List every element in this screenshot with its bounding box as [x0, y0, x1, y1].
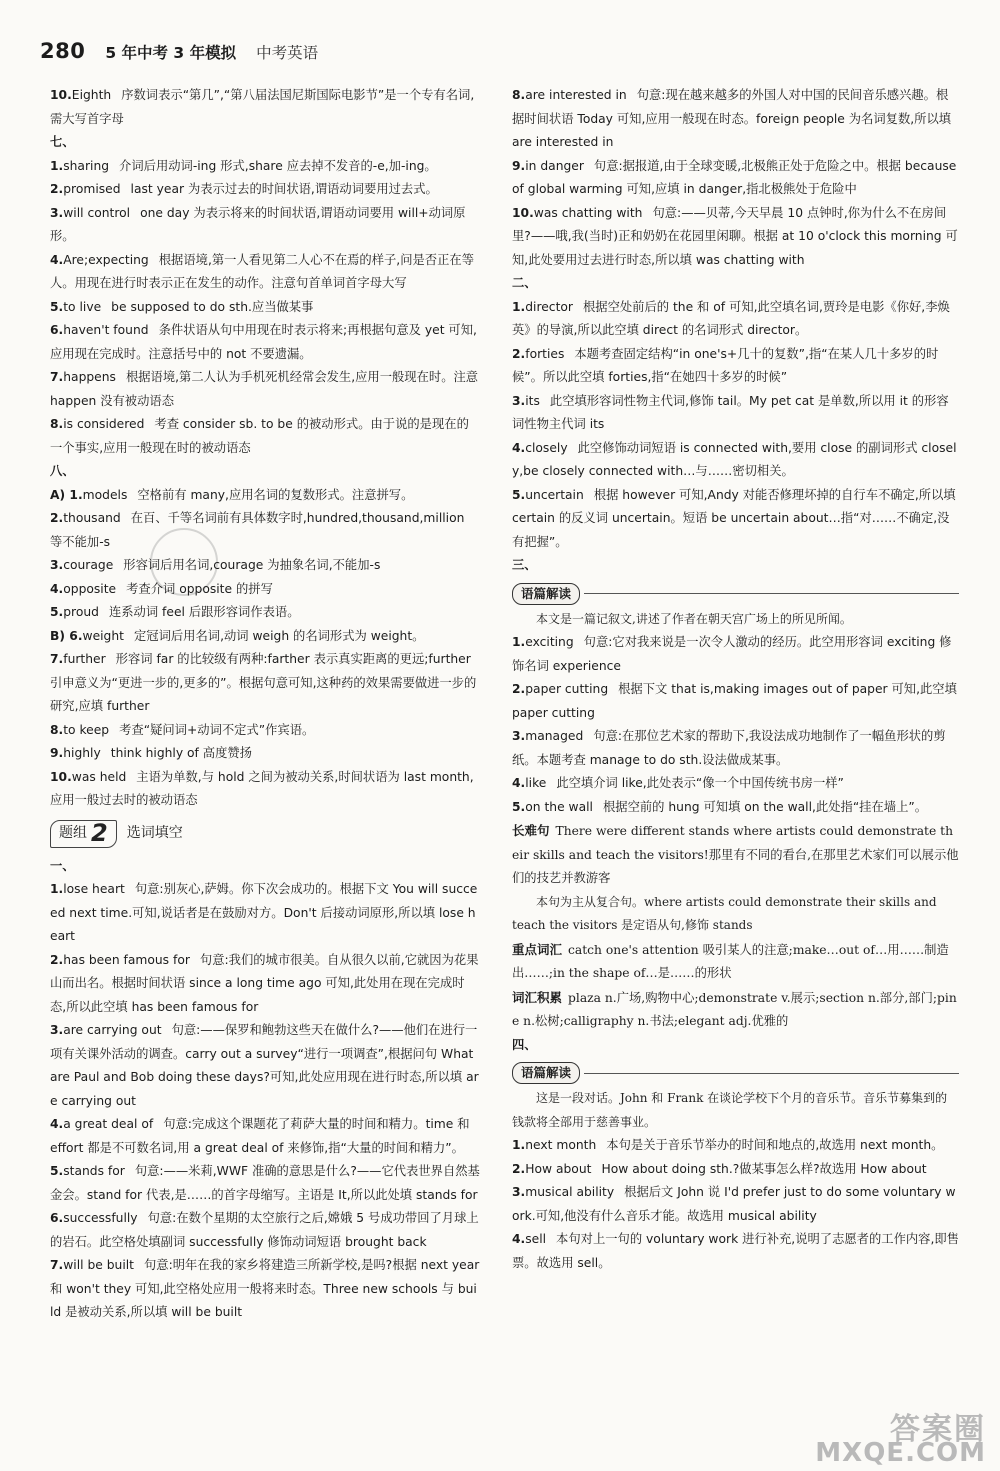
answer-item [50, 319, 480, 366]
answer-explanation: 序数词表示“第几”,“第八届法国尼斯国际电影节”是一个专有名词,需大写首字母 [50, 88, 475, 126]
answer-word: Eighth [71, 88, 112, 102]
note-item [512, 938, 959, 986]
answer-item [50, 1019, 480, 1113]
group-badge-label: 题组 [59, 824, 87, 841]
answer-word: has been famous for [63, 952, 190, 967]
answer-word: next month [525, 1138, 597, 1152]
answer-number: 5. [512, 799, 526, 814]
answer-explanation: 形容词 far 的比较级有两种:farther 表示真实距离的更远;further 引申意义为“更进一步的,更多的”。根据句意可知,这种药的效果需要做进一步的研究,应填 further [50, 652, 477, 713]
answer-word: will control [63, 205, 131, 220]
answer-word: musical ability [525, 1185, 615, 1199]
answer-item [50, 1207, 480, 1254]
answer-number: 4. [512, 776, 526, 790]
answer-explanation: 形容词后用名词,courage 为抽象名词,不能加-s [123, 558, 381, 572]
answer-explanation: How about doing sth.?做某事怎么样?故选用 How about [601, 1161, 927, 1176]
sentence-analysis: 本句为主从复合句。where artists could demonstrate their skills and teach the visitors 是定语从句,修饰 stands [512, 894, 937, 932]
answer-number: 1. [512, 299, 526, 314]
answer-word: successfully [63, 1211, 138, 1225]
answer-word: in danger [525, 158, 584, 173]
answer-explanation: 考查“疑问词+动词不定式”作宾语。 [119, 722, 315, 737]
answer-word: lose heart [63, 882, 125, 896]
answer-explanation: 空格前有 many,应用名词的复数形式。注意拼写。 [137, 487, 414, 502]
answer-item [50, 178, 480, 202]
answer-item [50, 366, 480, 413]
answer-explanation: 连系动词 feel 后跟形容词作表语。 [108, 605, 300, 619]
answer-item [512, 202, 959, 273]
answer-number: 5. [512, 487, 526, 502]
answer-item [512, 1181, 959, 1228]
answer-item [50, 1254, 480, 1325]
answer-explanation: 句意:在数个星期的太空旅行之后,嫦娥 5 号成功带回了月球上的岩石。此空格处填副词 successfully 修饰动词短语 brought back [50, 1211, 479, 1249]
answer-explanation: 句意:据报道,由于全球变暖,北极熊正处于危险之中。根据 because of global warming 可知,应填 in danger,指北极熊处于危险中 [512, 158, 957, 196]
group-badge [50, 820, 117, 848]
answer-number: 2. [50, 182, 64, 196]
answer-number: 4. [50, 252, 64, 267]
answer-item [50, 155, 480, 179]
answer-word: sharing [63, 158, 110, 173]
answer-number: 5. [50, 299, 64, 314]
answer-number: 4. [512, 440, 526, 455]
answer-word: will be built [63, 1258, 134, 1272]
answer-word: further [63, 652, 106, 666]
answer-number: 3. [512, 1185, 526, 1199]
answer-explanation: 根据空前的 hung 可知填 on the wall,此处指“挂在墙上”。 [602, 799, 928, 814]
answer-number: 1. [50, 882, 64, 896]
answer-item [512, 390, 959, 437]
answer-word: forties [525, 346, 565, 361]
page-header [40, 40, 318, 72]
answer-item [50, 249, 480, 296]
answer-item [512, 796, 959, 820]
answer-word: to live [63, 299, 102, 314]
answer-item [512, 725, 959, 772]
answer-number: 7. [50, 1258, 64, 1272]
answer-number: 6. [50, 1211, 64, 1225]
answer-item [50, 507, 480, 554]
answer-word: is considered [63, 417, 145, 431]
answer-item [50, 1160, 480, 1207]
answer-word: are interested in [525, 88, 627, 102]
note-text: catch one's attention 吸引某人的注意;make…out of…用……制造出……;in the shape of…是……的形状 [512, 942, 949, 980]
answer-word: highly [63, 746, 101, 760]
answer-word: courage [63, 558, 114, 572]
watermark-logo: 答案圈 [890, 1412, 986, 1447]
answer-number: 4. [512, 1232, 526, 1246]
note-label: 重点词汇 [512, 941, 563, 957]
right-column [512, 84, 959, 1275]
answer-number: 2. [50, 511, 64, 525]
answer-word: was held [71, 769, 127, 784]
answer-item [50, 484, 480, 508]
section-heading: 八、 [50, 464, 75, 478]
answer-number: A) 1. [50, 487, 83, 502]
answer-explanation: 句意:别灰心,萨姆。你下次会成功的。根据下文 You will succeed next time.可知,说话者是在鼓励对方。Don't 后接动词原形,所以填 lose heart [50, 882, 478, 943]
answer-explanation: 句意:——保罗和鲍勃这些天在做什么?——他们在进行一项有关课外活动的调查。carry out a survey“进行一项调查”,根据问句 What are Paul and Bob doing these days?可知,此处应用现在进行时态,所以填 are carrying out [50, 1023, 479, 1108]
answer-word: exciting [525, 635, 574, 649]
answer-number: 8. [512, 88, 526, 102]
left-column [50, 84, 480, 1325]
answer-item [512, 296, 959, 343]
passage-analysis-tag: 语篇解读 [512, 1062, 580, 1084]
answer-explanation: 根据语境,第二人认为手机死机经常会发生,应用一般现在时。注意 happen 没有被动语态 [50, 370, 479, 408]
answer-item [512, 1228, 959, 1275]
answer-explanation: 主语为单数,与 hold 之间为被动关系,时间状语为 last month,应用一般过去时的被动语态 [50, 769, 474, 807]
answer-explanation: 根据后文 John 说 I'd prefer just to do some voluntary work.可知,他没有什么音乐才能。故选用 musical ability [512, 1185, 956, 1223]
answer-item [50, 766, 480, 813]
answer-explanation: 句意:——米莉,WWF 准确的意思是什么?——它代表世界自然基金会。stand for 代表,是……的首字母缩写。主语是 It,所以此处填 stands for [50, 1164, 480, 1202]
answer-explanation: last year 为表示过去的时间状语,谓语动词要用过去式。 [130, 182, 438, 196]
answer-number: 2. [512, 1161, 526, 1176]
answer-item [512, 484, 959, 555]
answer-number: 6. [50, 323, 64, 337]
answer-explanation: 句意:明年在我的家乡将建造三所新学校,是吗?根据 next year 和 won't they 可知,此空格处应用一般将来时态。Three new schools 与 build 是被动关系,所以填 will be built [50, 1258, 480, 1319]
answer-word: happens [63, 370, 116, 384]
answer-number: 9. [50, 746, 64, 760]
answer-item [512, 437, 959, 484]
note-label: 长难句 [512, 823, 550, 838]
page-number: 280 [40, 39, 86, 63]
answer-word: uncertain [525, 487, 584, 502]
answer-explanation: 此空填形容词性物主代词,修饰 tail。My pet cat 是单数,所以用 it 的形容词性物主代词 its [512, 393, 949, 431]
answer-item [50, 648, 480, 719]
note-item [512, 819, 959, 891]
answer-number: 10. [50, 769, 72, 784]
answer-word: on the wall [525, 799, 593, 814]
answer-number: 8. [50, 417, 64, 431]
answer-explanation: 本句是关于音乐节举办的时间和地点的,故选用 next month。 [606, 1138, 944, 1152]
answer-item [512, 1158, 959, 1182]
answer-explanation: 句意:它对我来说是一次令人激动的经历。此空用形容词 exciting 修饰名词 experience [512, 635, 952, 673]
answer-word: haven't found [63, 323, 149, 337]
book-subject: 中考英语 [256, 44, 319, 62]
answer-number: 3. [50, 558, 64, 572]
answer-explanation: 根据空处前后的 the 和 of 可知,此空填名词,贾玲是电影《你好,李焕英》的导演,所以此空填 direct 的名词形式 director。 [512, 299, 950, 337]
answer-explanation: 本句对上一句的 voluntary work 进行补充,说明了志愿者的工作内容,即售票。故选用 sell。 [512, 1232, 959, 1270]
answer-explanation: think highly of 高度赞扬 [110, 746, 252, 760]
answer-number: 1. [512, 635, 526, 649]
answer-explanation: 在百、千等名词前有具体数字时,hundred,thousand,million 等不能加-s [50, 511, 465, 549]
answer-explanation: 定冠词后用名词,动词 weigh 的名词形式为 weight。 [133, 628, 425, 643]
answer-number: 1. [512, 1138, 526, 1152]
answer-item [50, 202, 480, 249]
answer-number: 10. [50, 88, 72, 102]
answer-item [50, 1113, 480, 1160]
answer-word: like [525, 776, 547, 790]
section-heading: 二、 [512, 276, 537, 290]
answer-item [512, 772, 959, 796]
answer-number: 2. [512, 682, 526, 696]
answer-item [512, 631, 959, 678]
answer-explanation: 根据语境,第一人看见第二人心不在焉的样子,问是否正在等人。用现在进行时表示正在发生的动作。注意句首单词首字母大写 [50, 252, 474, 290]
answer-number: 3. [50, 1023, 64, 1037]
answer-number: B) 6. [50, 628, 83, 643]
answer-explanation: 句意:——贝蒂,今天早晨 10 点钟时,你为什么不在房间里?——哦,我(当时)正和奶奶在花园里闲聊。根据 at 10 o'clock this morning 可知,此处要用过去进行时态,所以填 was chatting with [512, 205, 958, 267]
answer-explanation: 此空填介词 like,此处表示“像一个中国传统书房一样” [556, 776, 844, 790]
answer-explanation: 句意:现在越来越多的外国人对中国的民间音乐感兴趣。根据时间状语 Today 可知,应用一般现在时态。foreign people 为名词复数,所以填 are interested in [512, 88, 952, 149]
answer-number: 4. [50, 1117, 64, 1131]
passage-summary: 本文是一篇记叙文,讲述了作者在朝天宫广场上的所见所闻。 [536, 611, 852, 626]
answer-item [50, 719, 480, 743]
answer-explanation: 本题考查固定结构“in one's+几十的复数”,指“在某人几十多岁的时候”。所以此空填 forties,指“在她四十多岁的时候” [512, 346, 939, 384]
answer-word: director [525, 299, 573, 314]
answer-explanation: one day 为表示将来的时间状语,谓语动词要用 will+动词原形。 [50, 205, 466, 243]
answer-word: promised [63, 182, 121, 196]
note-text: There were different stands where artists could demonstrate their skills and teach the visitors!那里有不同的看台,在那里艺术家们可以展示他们的技艺并教游客 [512, 824, 959, 885]
answer-word: thousand [63, 511, 121, 525]
group-heading [50, 819, 480, 849]
divider-line [584, 1073, 959, 1074]
answer-item [512, 1134, 959, 1158]
answer-item [50, 625, 480, 649]
answer-number: 5. [50, 1164, 64, 1178]
answer-item [50, 413, 480, 460]
divider-line [584, 593, 959, 594]
answer-item [50, 578, 480, 602]
answer-number: 9. [512, 158, 526, 173]
note-item [512, 986, 959, 1034]
answer-word: are carrying out [63, 1023, 162, 1037]
answer-item [512, 343, 959, 390]
passage-analysis-tag: 语篇解读 [512, 583, 580, 605]
answer-number: 8. [50, 722, 64, 737]
answer-word: stands for [63, 1164, 125, 1178]
answer-number: 2. [512, 346, 526, 361]
answer-word: sell [525, 1232, 547, 1246]
answer-item [50, 949, 480, 1020]
answer-explanation: 介词后用动词-ing 形式,share 应去掉不发音的-e,加-ing。 [119, 158, 437, 173]
answer-explanation: 句意:在那位艺术家的帮助下,我设法成功地制作了一幅鱼形状的剪纸。本题考查 manage to do sth.设法做成某事。 [512, 729, 946, 767]
answer-item [512, 84, 959, 155]
answer-item [50, 554, 480, 578]
answer-number: 4. [50, 581, 64, 596]
passage-analysis-label [512, 582, 959, 606]
answer-word: proud [63, 605, 99, 619]
answer-explanation: 条件状语从句中用现在时表示将来;再根据句意及 yet 可知,应用现在完成时。注意括号中的 not 不要遗漏。 [50, 323, 477, 361]
answer-number: 2. [50, 952, 64, 967]
answer-word: to keep [63, 722, 110, 737]
answer-explanation: 句意:我们的城市很美。自从很久以前,它就因为花果山而出名。根据时间状语 since a long time ago 可知,此处用在现在完成时态,所以此空填 has been famous for [50, 952, 479, 1014]
answer-explanation: 根据 however 可知,Andy 对能否修理坏掉的自行车不确定,所以填 certain 的反义词 uncertain。短语 be uncertain about…指“对……不确定,没有把握”。 [512, 487, 956, 549]
answer-number: 7. [50, 652, 64, 666]
section-heading: 七、 [50, 135, 75, 149]
watermark [815, 1412, 986, 1468]
answer-word: was chatting with [533, 205, 643, 220]
answer-number: 3. [512, 729, 526, 743]
group-badge-number: 2 [91, 818, 108, 847]
watermark-url: MXQE.COM [815, 1437, 986, 1468]
answer-word: a great deal of [63, 1117, 154, 1131]
answer-number: 3. [512, 393, 526, 408]
group-title: 选词填空 [126, 824, 183, 841]
answer-item [50, 742, 480, 766]
answer-number: 1. [50, 158, 64, 173]
answer-item [512, 155, 959, 202]
answer-number: 5. [50, 605, 64, 619]
answer-item [50, 601, 480, 625]
answer-number: 7. [50, 370, 64, 384]
answer-word: weight [82, 628, 124, 643]
note-text: plaza n.广场,购物中心;demonstrate v.展示;section n.部分,部门;pine n.松树;calligraphy n.书法;elegant adj.优雅的 [512, 990, 957, 1028]
passage-analysis-label [512, 1061, 959, 1085]
answer-word: Are;expecting [63, 252, 149, 267]
note-label: 词汇积累 [512, 989, 563, 1005]
answer-explanation: 考查 consider sb. to be 的被动形式。由于说的是现在的一个事实,应用一般现在时的被动语态 [50, 417, 469, 455]
answer-explanation: be supposed to do sth.应当做某事 [111, 299, 314, 314]
answer-item [512, 678, 959, 725]
answer-explanation: 考查介词 opposite 的拼写 [126, 581, 273, 596]
book-series-title: 5 年中考 3 年模拟 [105, 44, 237, 62]
answer-word: How about [525, 1161, 592, 1176]
section-heading: 一、 [50, 858, 75, 873]
answer-number: 10. [512, 205, 534, 220]
answer-word: paper cutting [525, 682, 609, 696]
section-heading: 三、 [512, 558, 537, 572]
answer-word: models [82, 487, 128, 502]
passage-summary: 这是一段对话。John 和 Frank 在谈论学校下个月的音乐节。音乐节募集到的钱款将全部用于慈善事业。 [512, 1091, 948, 1129]
answer-item [50, 878, 480, 949]
section-heading: 四、 [512, 1037, 537, 1052]
answer-word: managed [525, 729, 584, 743]
answer-item [50, 296, 480, 320]
answer-number: 3. [50, 205, 64, 220]
answer-word: opposite [63, 581, 117, 596]
answer-explanation: 句意:完成这个课题花了莉萨大量的时间和精力。time 和 effort 都是不可数名词,用 a great deal of 来修饰,指“大量的时间和精力”。 [50, 1117, 470, 1155]
answer-explanation: 此空修饰动词短语 is connected with,要用 close 的副词形式 closely,be closely connected with…与……密切相关。 [512, 440, 957, 478]
answer-explanation: 根据下文 that is,making images out of paper 可知,此空填 paper cutting [512, 682, 957, 720]
answer-word: its [525, 393, 540, 408]
answer-item [50, 84, 480, 131]
answer-word: closely [525, 440, 568, 455]
